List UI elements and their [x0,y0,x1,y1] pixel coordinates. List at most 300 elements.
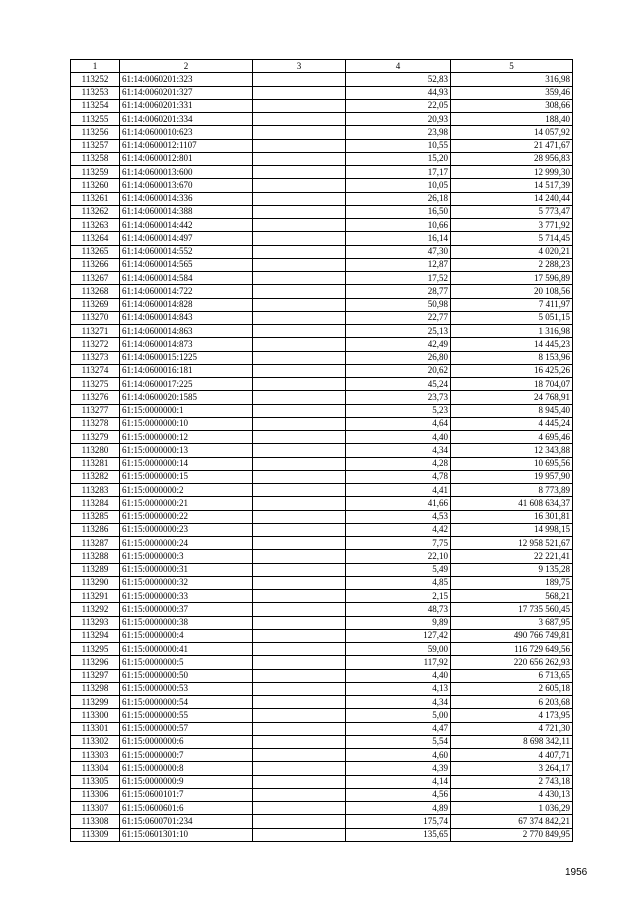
row-number-cell: 113284 [71,497,120,510]
empty-cell [253,404,346,417]
row-number-cell: 113282 [71,470,120,483]
value-cell: 2 743,18 [451,775,573,788]
empty-cell [253,696,346,709]
table-row [71,762,573,775]
table-row [71,126,573,139]
empty-cell [253,364,346,377]
empty-cell [253,444,346,457]
empty-cell [253,802,346,815]
empty-cell [253,457,346,470]
area-cell: 4,64 [346,417,451,430]
table-row [71,696,573,709]
table-row [71,285,573,298]
table-row [71,457,573,470]
empty-cell [253,788,346,801]
row-number-cell: 113296 [71,656,120,669]
row-number-cell: 113261 [71,192,120,205]
page-number: 1956 [565,867,588,878]
value-cell: 5 714,45 [451,232,573,245]
empty-cell [253,86,346,99]
table-row [71,73,573,86]
row-number-cell: 113257 [71,139,120,152]
value-cell: 8 153,96 [451,351,573,364]
table-row [71,298,573,311]
area-cell: 4,85 [346,576,451,589]
empty-cell [253,298,346,311]
table-row [71,802,573,815]
empty-cell [253,656,346,669]
column-header-1: 1 [71,60,120,73]
row-number-cell: 113275 [71,378,120,391]
row-number-cell: 113298 [71,682,120,695]
cadastral-number-cell: 61:15:0000000:54 [120,696,253,709]
empty-cell [253,616,346,629]
empty-cell [253,152,346,165]
empty-cell [253,351,346,364]
row-number-cell: 113295 [71,643,120,656]
area-cell: 2,15 [346,590,451,603]
value-cell: 18 704,07 [451,378,573,391]
cadastral-number-cell: 61:15:0000000:22 [120,510,253,523]
cadastral-number-cell: 61:14:0600014:828 [120,298,253,311]
table-row [71,722,573,735]
area-cell: 4,47 [346,722,451,735]
cadastral-number-cell: 61:14:0600014:863 [120,325,253,338]
value-cell: 14 998,15 [451,523,573,536]
area-cell: 45,24 [346,378,451,391]
cadastral-number-cell: 61:14:0600014:552 [120,245,253,258]
empty-cell [253,338,346,351]
area-cell: 23,98 [346,126,451,139]
row-number-cell: 113278 [71,417,120,430]
cadastral-number-cell: 61:15:0000000:5 [120,656,253,669]
row-number-cell: 113255 [71,113,120,126]
value-cell: 490 766 749,81 [451,629,573,642]
column-header-4: 4 [346,60,451,73]
table-row [71,219,573,232]
empty-cell [253,470,346,483]
empty-cell [253,325,346,338]
row-number-cell: 113292 [71,603,120,616]
table-row [71,656,573,669]
table-row [71,99,573,112]
empty-cell [253,179,346,192]
cadastral-number-cell: 61:15:0000000:33 [120,590,253,603]
table-row [71,351,573,364]
cadastral-number-cell: 61:15:0000000:55 [120,709,253,722]
value-cell: 12 999,30 [451,166,573,179]
cadastral-number-cell: 61:14:0600014:388 [120,205,253,218]
table-row [71,682,573,695]
empty-cell [253,643,346,656]
area-cell: 4,28 [346,457,451,470]
value-cell: 5 773,47 [451,205,573,218]
value-cell: 568,21 [451,590,573,603]
value-cell: 24 768,91 [451,391,573,404]
column-header-2: 2 [120,60,253,73]
table-row [71,325,573,338]
row-number-cell: 113269 [71,298,120,311]
row-number-cell: 113264 [71,232,120,245]
value-cell: 17 735 560,45 [451,603,573,616]
row-number-cell: 113263 [71,219,120,232]
empty-cell [253,497,346,510]
value-cell: 220 656 262,93 [451,656,573,669]
table-row [71,192,573,205]
table-row [71,166,573,179]
area-cell: 4,14 [346,775,451,788]
value-cell: 116 729 649,56 [451,643,573,656]
empty-cell [253,192,346,205]
empty-cell [253,258,346,271]
area-cell: 59,00 [346,643,451,656]
table-row [71,815,573,828]
value-cell: 3 771,92 [451,219,573,232]
table-row [71,205,573,218]
table-row [71,232,573,245]
value-cell: 7 411,97 [451,298,573,311]
empty-cell [253,73,346,86]
table-row [71,258,573,271]
cadastral-number-cell: 61:15:0000000:14 [120,457,253,470]
empty-cell [253,272,346,285]
empty-cell [253,590,346,603]
empty-cell [253,722,346,735]
value-cell: 3 687,95 [451,616,573,629]
area-cell: 26,80 [346,351,451,364]
table-row [71,179,573,192]
table-row [71,510,573,523]
row-number-cell: 113308 [71,815,120,828]
table-row [71,643,573,656]
area-cell: 28,77 [346,285,451,298]
value-cell: 316,98 [451,73,573,86]
table-row [71,616,573,629]
empty-cell [253,550,346,563]
table-row [71,550,573,563]
empty-cell [253,537,346,550]
area-cell: 4,39 [346,762,451,775]
row-number-cell: 113280 [71,444,120,457]
cadastral-number-cell: 61:14:0600010:623 [120,126,253,139]
area-cell: 20,62 [346,364,451,377]
table-row [71,775,573,788]
area-cell: 22,77 [346,311,451,324]
row-number-cell: 113288 [71,550,120,563]
empty-cell [253,166,346,179]
value-cell: 9 135,28 [451,563,573,576]
area-cell: 22,05 [346,99,451,112]
area-cell: 42,49 [346,338,451,351]
row-number-cell: 113291 [71,590,120,603]
row-number-cell: 113273 [71,351,120,364]
cadastral-number-cell: 61:14:0600013:600 [120,166,253,179]
empty-cell [253,828,346,841]
table-row [71,828,573,841]
empty-cell [253,563,346,576]
empty-cell [253,484,346,497]
cadastral-number-cell: 61:14:0600014:497 [120,232,253,245]
empty-cell [253,378,346,391]
area-cell: 4,41 [346,484,451,497]
value-cell: 41 608 634,37 [451,497,573,510]
cadastral-number-cell: 61:15:0000000:31 [120,563,253,576]
area-cell: 5,00 [346,709,451,722]
table-row [71,603,573,616]
cadastral-number-cell: 61:15:0000000:4 [120,629,253,642]
cadastral-number-cell: 61:15:0600701:234 [120,815,253,828]
cadastral-number-cell: 61:14:0600016:181 [120,364,253,377]
row-number-cell: 113272 [71,338,120,351]
value-cell: 16 301,81 [451,510,573,523]
empty-cell [253,417,346,430]
row-number-cell: 113267 [71,272,120,285]
row-number-cell: 113252 [71,73,120,86]
empty-cell [253,431,346,444]
table-row [71,576,573,589]
table-row [71,86,573,99]
value-cell: 359,46 [451,86,573,99]
cadastral-number-cell: 61:15:0000000:53 [120,682,253,695]
cadastral-number-cell: 61:14:0060201:331 [120,99,253,112]
row-number-cell: 113271 [71,325,120,338]
area-cell: 25,13 [346,325,451,338]
table-row [71,152,573,165]
row-number-cell: 113253 [71,86,120,99]
value-cell: 4 695,46 [451,431,573,444]
empty-cell [253,126,346,139]
row-number-cell: 113254 [71,99,120,112]
row-number-cell: 113309 [71,828,120,841]
cadastral-number-cell: 61:15:0000000:3 [120,550,253,563]
row-number-cell: 113302 [71,735,120,748]
value-cell: 14 445,23 [451,338,573,351]
row-number-cell: 113293 [71,616,120,629]
cadastral-number-cell: 61:14:0060201:323 [120,73,253,86]
row-number-cell: 113299 [71,696,120,709]
value-cell: 2 770 849,95 [451,828,573,841]
value-cell: 10 695,56 [451,457,573,470]
area-cell: 7,75 [346,537,451,550]
table-row [71,669,573,682]
cadastral-number-cell: 61:15:0000000:21 [120,497,253,510]
cadastral-number-cell: 61:15:0600601:6 [120,802,253,815]
value-cell: 4 721,30 [451,722,573,735]
data-table [70,59,573,842]
row-number-cell: 113268 [71,285,120,298]
empty-cell [253,113,346,126]
row-number-cell: 113262 [71,205,120,218]
value-cell: 2 288,23 [451,258,573,271]
area-cell: 5,49 [346,563,451,576]
table-row [71,272,573,285]
value-cell: 308,66 [451,99,573,112]
value-cell: 3 264,17 [451,762,573,775]
cadastral-number-cell: 61:15:0000000:6 [120,735,253,748]
cadastral-number-cell: 61:14:0600012:1107 [120,139,253,152]
area-cell: 17,17 [346,166,451,179]
empty-cell [253,735,346,748]
area-cell: 16,50 [346,205,451,218]
table-row [71,590,573,603]
area-cell: 135,65 [346,828,451,841]
cadastral-number-cell: 61:15:0000000:23 [120,523,253,536]
cadastral-number-cell: 61:15:0000000:41 [120,643,253,656]
area-cell: 26,18 [346,192,451,205]
value-cell: 8 698 342,11 [451,735,573,748]
value-cell: 12 343,88 [451,444,573,457]
row-number-cell: 113289 [71,563,120,576]
table-row [71,431,573,444]
cadastral-number-cell: 61:15:0000000:2 [120,484,253,497]
value-cell: 4 407,71 [451,749,573,762]
cadastral-number-cell: 61:14:0600015:1225 [120,351,253,364]
column-header-5: 5 [451,60,573,73]
value-cell: 19 957,90 [451,470,573,483]
row-number-cell: 113256 [71,126,120,139]
cadastral-number-cell: 61:14:0600014:722 [120,285,253,298]
row-number-cell: 113277 [71,404,120,417]
value-cell: 21 471,67 [451,139,573,152]
value-cell: 17 596,89 [451,272,573,285]
empty-cell [253,205,346,218]
cadastral-number-cell: 61:14:0600014:873 [120,338,253,351]
value-cell: 5 051,15 [451,311,573,324]
cadastral-number-cell: 61:15:0000000:10 [120,417,253,430]
value-cell: 16 425,26 [451,364,573,377]
area-cell: 15,20 [346,152,451,165]
area-cell: 48,73 [346,603,451,616]
value-cell: 4 020,21 [451,245,573,258]
table-row [71,444,573,457]
area-cell: 23,73 [346,391,451,404]
empty-cell [253,603,346,616]
value-cell: 14 057,92 [451,126,573,139]
area-cell: 10,66 [346,219,451,232]
table-row [71,484,573,497]
cadastral-number-cell: 61:14:0060201:334 [120,113,253,126]
area-cell: 22,10 [346,550,451,563]
empty-cell [253,629,346,642]
row-number-cell: 113290 [71,576,120,589]
cadastral-number-cell: 61:15:0000000:12 [120,431,253,444]
column-header-3: 3 [253,60,346,73]
empty-cell [253,510,346,523]
empty-cell [253,311,346,324]
table-row [71,391,573,404]
empty-cell [253,232,346,245]
value-cell: 22 221,41 [451,550,573,563]
row-number-cell: 113270 [71,311,120,324]
value-cell: 189,75 [451,576,573,589]
cadastral-number-cell: 61:15:0000000:37 [120,603,253,616]
cadastral-number-cell: 61:14:0600014:565 [120,258,253,271]
area-cell: 10,05 [346,179,451,192]
cadastral-number-cell: 61:15:0000000:38 [120,616,253,629]
empty-cell [253,576,346,589]
table-row [71,523,573,536]
empty-cell [253,139,346,152]
empty-cell [253,749,346,762]
row-number-cell: 113294 [71,629,120,642]
area-cell: 4,56 [346,788,451,801]
value-cell: 4 173,95 [451,709,573,722]
row-number-cell: 113276 [71,391,120,404]
empty-cell [253,219,346,232]
cadastral-number-cell: 61:14:0600012:801 [120,152,253,165]
row-number-cell: 113305 [71,775,120,788]
cadastral-number-cell: 61:14:0600013:670 [120,179,253,192]
row-number-cell: 113283 [71,484,120,497]
row-number-cell: 113265 [71,245,120,258]
area-cell: 52,83 [346,73,451,86]
table-row [71,563,573,576]
area-cell: 5,54 [346,735,451,748]
cadastral-number-cell: 61:15:0601301:10 [120,828,253,841]
row-number-cell: 113307 [71,802,120,815]
area-cell: 12,87 [346,258,451,271]
table-row [71,497,573,510]
empty-cell [253,762,346,775]
row-number-cell: 113279 [71,431,120,444]
table-row [71,378,573,391]
table-header-row [71,60,573,73]
empty-cell [253,669,346,682]
table-row [71,537,573,550]
table-row [71,338,573,351]
row-number-cell: 113303 [71,749,120,762]
area-cell: 4,40 [346,669,451,682]
cadastral-number-cell: 61:15:0000000:8 [120,762,253,775]
value-cell: 1 036,29 [451,802,573,815]
value-cell: 6 713,65 [451,669,573,682]
cadastral-number-cell: 61:14:0600014:584 [120,272,253,285]
table-row [71,113,573,126]
cadastral-number-cell: 61:15:0000000:9 [120,775,253,788]
area-cell: 4,60 [346,749,451,762]
table-row [71,735,573,748]
area-cell: 4,78 [346,470,451,483]
value-cell: 6 203,68 [451,696,573,709]
row-number-cell: 113297 [71,669,120,682]
row-number-cell: 113259 [71,166,120,179]
value-cell: 20 108,56 [451,285,573,298]
value-cell: 67 374 842,21 [451,815,573,828]
value-cell: 14 240,44 [451,192,573,205]
value-cell: 12 958 521,67 [451,537,573,550]
area-cell: 44,93 [346,86,451,99]
empty-cell [253,815,346,828]
cadastral-number-cell: 61:14:0600014:843 [120,311,253,324]
area-cell: 4,40 [346,431,451,444]
table-row [71,311,573,324]
cadastral-number-cell: 61:14:0600014:442 [120,219,253,232]
cadastral-number-cell: 61:15:0000000:7 [120,749,253,762]
cadastral-number-cell: 61:15:0000000:57 [120,722,253,735]
empty-cell [253,709,346,722]
area-cell: 4,53 [346,510,451,523]
value-cell: 1 316,98 [451,325,573,338]
area-cell: 17,52 [346,272,451,285]
row-number-cell: 113266 [71,258,120,271]
empty-cell [253,245,346,258]
value-cell: 188,40 [451,113,573,126]
area-cell: 4,89 [346,802,451,815]
cadastral-number-cell: 61:15:0000000:1 [120,404,253,417]
value-cell: 2 605,18 [451,682,573,695]
area-cell: 4,42 [346,523,451,536]
table-row [71,788,573,801]
